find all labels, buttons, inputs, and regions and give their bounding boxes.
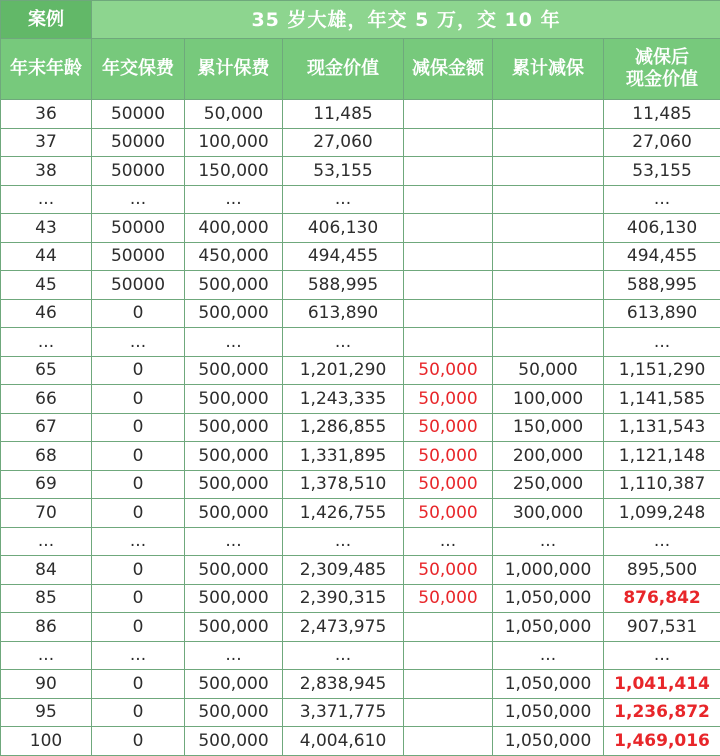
table-row <box>1 470 720 499</box>
after-reduction-cell: ... <box>604 641 720 670</box>
table-row <box>1 584 720 613</box>
after-reduction-cell: ... <box>604 328 720 357</box>
cash-value-cell: 2,309,485 <box>283 556 404 585</box>
after-reduction-cell: 1,041,414 <box>604 670 720 699</box>
after-reduction-cell: 53,155 <box>604 157 720 186</box>
reduction-amount-cell <box>404 128 493 157</box>
header-age: 年末年龄 <box>1 39 92 100</box>
cumulative-reduction-cell: 200,000 <box>493 442 604 471</box>
cumulative-reduction-cell: 1,050,000 <box>493 727 604 756</box>
reduction-amount-cell <box>404 214 493 243</box>
after-reduction-cell: 27,060 <box>604 128 720 157</box>
cash-value-cell: 1,331,895 <box>283 442 404 471</box>
reduction-amount-cell <box>404 100 493 129</box>
age-cell: 45 <box>1 271 92 300</box>
table-row <box>1 214 720 243</box>
table-title: 35 岁大雄，年交 5 万，交 10 年 <box>92 1 720 39</box>
after-reduction-cell: 11,485 <box>604 100 720 129</box>
annual-premium-cell: 50000 <box>92 157 185 186</box>
annual-premium-cell: 0 <box>92 670 185 699</box>
reduction-amount-cell <box>404 698 493 727</box>
cumulative-reduction-cell <box>493 271 604 300</box>
reduction-amount-cell <box>404 185 493 214</box>
title-row <box>1 1 720 39</box>
cumulative-premium-cell: 500,000 <box>185 698 283 727</box>
annual-premium-cell: ... <box>92 328 185 357</box>
after-reduction-cell: 1,469,016 <box>604 727 720 756</box>
after-reduction-cell: 1,236,872 <box>604 698 720 727</box>
age-cell: 86 <box>1 613 92 642</box>
annual-premium-cell: 0 <box>92 470 185 499</box>
age-cell: ... <box>1 641 92 670</box>
cash-value-cell: 613,890 <box>283 299 404 328</box>
cash-value-cell: 1,378,510 <box>283 470 404 499</box>
reduction-amount-cell: 50,000 <box>404 470 493 499</box>
annual-premium-cell: 0 <box>92 613 185 642</box>
after-reduction-cell: 895,500 <box>604 556 720 585</box>
annual-premium-cell: 50000 <box>92 128 185 157</box>
age-cell: 37 <box>1 128 92 157</box>
table-row <box>1 641 720 670</box>
cumulative-reduction-cell: 300,000 <box>493 499 604 528</box>
cumulative-reduction-cell <box>493 185 604 214</box>
after-reduction-cell: 1,141,585 <box>604 385 720 414</box>
cumulative-reduction-cell <box>493 214 604 243</box>
reduction-amount-cell: 50,000 <box>404 442 493 471</box>
cumulative-reduction-cell: 1,050,000 <box>493 613 604 642</box>
reduction-amount-cell <box>404 641 493 670</box>
annual-premium-cell: 50000 <box>92 271 185 300</box>
after-reduction-cell: ... <box>604 527 720 556</box>
cumulative-reduction-cell: 100,000 <box>493 385 604 414</box>
cash-value-cell: 27,060 <box>283 128 404 157</box>
cumulative-reduction-cell: 1,000,000 <box>493 556 604 585</box>
reduction-amount-cell <box>404 727 493 756</box>
annual-premium-cell: 0 <box>92 385 185 414</box>
age-cell: 85 <box>1 584 92 613</box>
cumulative-premium-cell: 500,000 <box>185 584 283 613</box>
after-reduction-cell: 907,531 <box>604 613 720 642</box>
after-reduction-cell: 876,842 <box>604 584 720 613</box>
after-reduction-cell: 1,131,543 <box>604 413 720 442</box>
annual-premium-cell: 0 <box>92 299 185 328</box>
cumulative-reduction-cell: ... <box>493 641 604 670</box>
cumulative-reduction-cell <box>493 157 604 186</box>
cumulative-reduction-cell <box>493 100 604 129</box>
table-row <box>1 613 720 642</box>
annual-premium-cell: 0 <box>92 499 185 528</box>
cumulative-reduction-cell: 1,050,000 <box>493 584 604 613</box>
age-cell: 69 <box>1 470 92 499</box>
reduction-amount-cell <box>404 670 493 699</box>
annual-premium-cell: 50000 <box>92 100 185 129</box>
cash-value-cell: 494,455 <box>283 242 404 271</box>
cumulative-premium-cell: ... <box>185 328 283 357</box>
age-cell: 67 <box>1 413 92 442</box>
table-row <box>1 556 720 585</box>
table-row <box>1 299 720 328</box>
annual-premium-cell: ... <box>92 527 185 556</box>
cash-value-cell: ... <box>283 641 404 670</box>
annual-premium-cell: 0 <box>92 442 185 471</box>
cumulative-reduction-cell: 1,050,000 <box>493 698 604 727</box>
case-label: 案例 <box>1 1 92 39</box>
reduction-amount-cell <box>404 299 493 328</box>
cumulative-premium-cell: 500,000 <box>185 442 283 471</box>
after-reduction-cell: 1,151,290 <box>604 356 720 385</box>
age-cell: 70 <box>1 499 92 528</box>
reduction-amount-cell: 50,000 <box>404 413 493 442</box>
cash-value-cell: 406,130 <box>283 214 404 243</box>
after-reduction-cell: 1,110,387 <box>604 470 720 499</box>
cumulative-premium-cell: 500,000 <box>185 499 283 528</box>
cash-value-cell: 1,426,755 <box>283 499 404 528</box>
cumulative-premium-cell: 150,000 <box>185 157 283 186</box>
cumulative-premium-cell: 500,000 <box>185 413 283 442</box>
annual-premium-cell: 0 <box>92 413 185 442</box>
cash-value-cell: 4,004,610 <box>283 727 404 756</box>
cumulative-premium-cell: ... <box>185 641 283 670</box>
age-cell: 95 <box>1 698 92 727</box>
cumulative-reduction-cell <box>493 242 604 271</box>
cumulative-premium-cell: 500,000 <box>185 470 283 499</box>
annual-premium-cell: ... <box>92 641 185 670</box>
age-cell: 84 <box>1 556 92 585</box>
table-row <box>1 271 720 300</box>
cumulative-premium-cell: ... <box>185 527 283 556</box>
table-row <box>1 727 720 756</box>
reduction-amount-cell: 50,000 <box>404 499 493 528</box>
table-row <box>1 698 720 727</box>
table-row <box>1 442 720 471</box>
age-cell: 43 <box>1 214 92 243</box>
table-row <box>1 499 720 528</box>
column-header-row <box>1 39 720 100</box>
after-reduction-cell: 1,099,248 <box>604 499 720 528</box>
age-cell: 65 <box>1 356 92 385</box>
age-cell: 36 <box>1 100 92 129</box>
cash-value-cell: 2,838,945 <box>283 670 404 699</box>
header-annual-premium: 年交保费 <box>92 39 185 100</box>
header-cash-value: 现金价值 <box>283 39 404 100</box>
cash-value-cell: 1,201,290 <box>283 356 404 385</box>
cumulative-reduction-cell: 150,000 <box>493 413 604 442</box>
cumulative-reduction-cell <box>493 128 604 157</box>
cumulative-premium-cell: 500,000 <box>185 670 283 699</box>
cumulative-premium-cell: 500,000 <box>185 271 283 300</box>
cumulative-reduction-cell: 1,050,000 <box>493 670 604 699</box>
cash-value-cell: 53,155 <box>283 157 404 186</box>
cumulative-premium-cell: 400,000 <box>185 214 283 243</box>
cumulative-premium-cell: ... <box>185 185 283 214</box>
reduction-amount-cell <box>404 157 493 186</box>
reduction-amount-cell: 50,000 <box>404 556 493 585</box>
age-cell: 90 <box>1 670 92 699</box>
table-row <box>1 157 720 186</box>
reduction-amount-cell <box>404 271 493 300</box>
cumulative-reduction-cell <box>493 299 604 328</box>
after-reduction-cell: 494,455 <box>604 242 720 271</box>
cumulative-reduction-cell <box>493 328 604 357</box>
reduction-amount-cell: 50,000 <box>404 385 493 414</box>
cash-value-cell: 2,390,315 <box>283 584 404 613</box>
table-row <box>1 413 720 442</box>
cumulative-premium-cell: 450,000 <box>185 242 283 271</box>
after-reduction-cell: 1,121,148 <box>604 442 720 471</box>
header-cumulative-premium: 累计保费 <box>185 39 283 100</box>
age-cell: ... <box>1 527 92 556</box>
cash-value-cell: 1,243,335 <box>283 385 404 414</box>
after-reduction-cell: ... <box>604 185 720 214</box>
cash-value-cell: ... <box>283 328 404 357</box>
annual-premium-cell: 0 <box>92 727 185 756</box>
cash-value-cell: 3,371,775 <box>283 698 404 727</box>
cumulative-reduction-cell: 250,000 <box>493 470 604 499</box>
table-row <box>1 385 720 414</box>
cumulative-reduction-cell: 50,000 <box>493 356 604 385</box>
age-cell: 68 <box>1 442 92 471</box>
table-row <box>1 356 720 385</box>
reduction-amount-cell: ... <box>404 527 493 556</box>
cumulative-premium-cell: 500,000 <box>185 299 283 328</box>
table-row <box>1 128 720 157</box>
after-reduction-cell: 406,130 <box>604 214 720 243</box>
cumulative-premium-cell: 500,000 <box>185 613 283 642</box>
reduction-amount-cell: 50,000 <box>404 356 493 385</box>
cash-value-cell: 588,995 <box>283 271 404 300</box>
annual-premium-cell: 50000 <box>92 214 185 243</box>
header-after-reduction-cash-value: 减保后 现金价值 <box>604 39 720 100</box>
annual-premium-cell: 0 <box>92 698 185 727</box>
cumulative-premium-cell: 100,000 <box>185 128 283 157</box>
cumulative-premium-cell: 500,000 <box>185 385 283 414</box>
annual-premium-cell: ... <box>92 185 185 214</box>
table-row <box>1 670 720 699</box>
age-cell: 100 <box>1 727 92 756</box>
table-row <box>1 328 720 357</box>
cash-value-cell: 2,473,975 <box>283 613 404 642</box>
reduction-amount-cell <box>404 328 493 357</box>
reduction-amount-cell <box>404 242 493 271</box>
annual-premium-cell: 0 <box>92 556 185 585</box>
annual-premium-cell: 0 <box>92 584 185 613</box>
cash-value-cell: 1,286,855 <box>283 413 404 442</box>
cumulative-premium-cell: 50,000 <box>185 100 283 129</box>
table-row <box>1 185 720 214</box>
after-reduction-cell: 588,995 <box>604 271 720 300</box>
table-body <box>1 100 720 756</box>
cash-value-cell: ... <box>283 527 404 556</box>
table-row <box>1 100 720 129</box>
age-cell: ... <box>1 185 92 214</box>
reduction-amount-cell: 50,000 <box>404 584 493 613</box>
annual-premium-cell: 0 <box>92 356 185 385</box>
table-row <box>1 527 720 556</box>
age-cell: 46 <box>1 299 92 328</box>
cumulative-premium-cell: 500,000 <box>185 727 283 756</box>
header-reduction-amount: 减保金额 <box>404 39 493 100</box>
age-cell: 66 <box>1 385 92 414</box>
after-reduction-cell: 613,890 <box>604 299 720 328</box>
age-cell: 38 <box>1 157 92 186</box>
header-cumulative-reduction: 累计减保 <box>493 39 604 100</box>
cumulative-premium-cell: 500,000 <box>185 556 283 585</box>
reduction-amount-cell <box>404 613 493 642</box>
cumulative-premium-cell: 500,000 <box>185 356 283 385</box>
cash-value-cell: 11,485 <box>283 100 404 129</box>
age-cell: 44 <box>1 242 92 271</box>
cumulative-reduction-cell: ... <box>493 527 604 556</box>
table-row <box>1 242 720 271</box>
annual-premium-cell: 50000 <box>92 242 185 271</box>
age-cell: ... <box>1 328 92 357</box>
cash-value-cell: ... <box>283 185 404 214</box>
